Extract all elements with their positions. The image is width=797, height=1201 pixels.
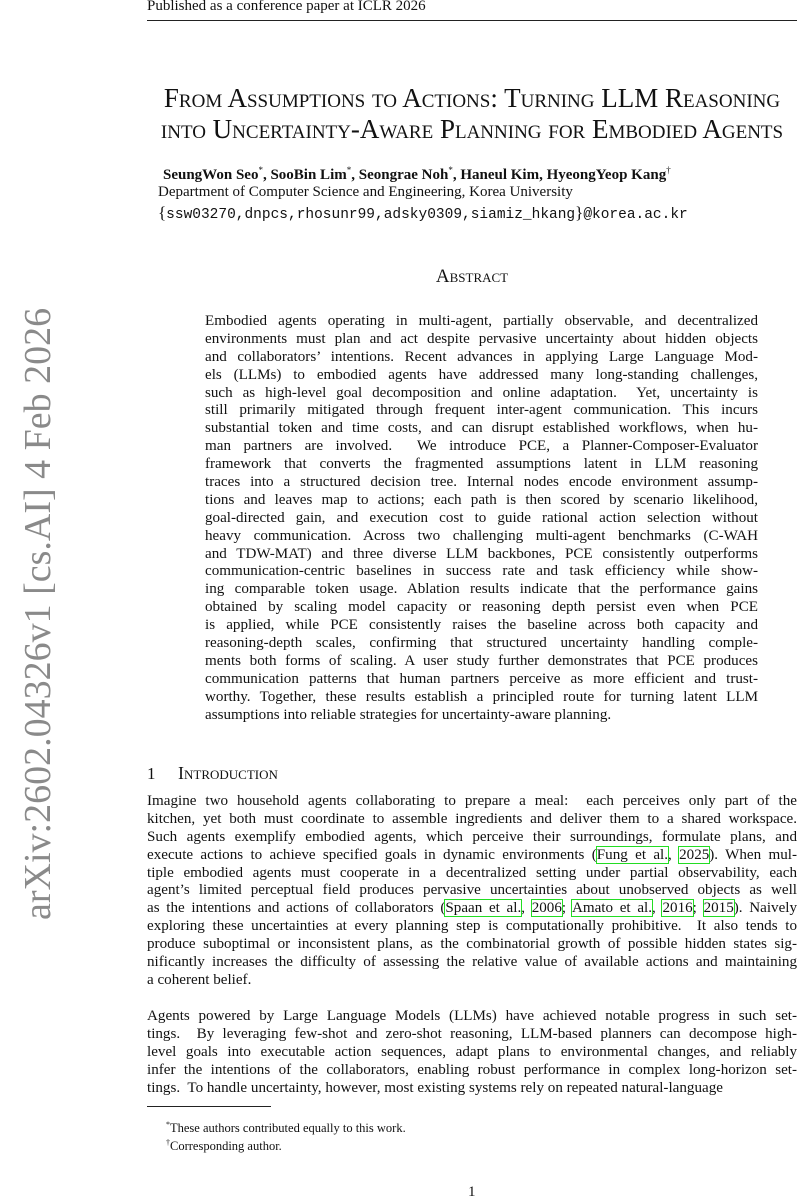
footnote-mark: †: [166, 1138, 170, 1147]
text-line: [205, 707, 758, 725]
author-footnote-mark: *: [258, 165, 263, 175]
text-line: [205, 546, 758, 564]
text-line: [205, 349, 758, 367]
author-separator: ,: [452, 167, 461, 183]
text-line: [205, 492, 758, 510]
text-segment: man partners are involved. We introduce PCE, a Planner-Composer-Evaluator: [205, 438, 758, 455]
text-segment: Such agents exemplify embodied agents, which perceive their surroundings, formulate plans, and: [147, 828, 797, 845]
text-segment: heavy communication. Across two challenging multi-agent benchmarks (C-WAH: [205, 527, 758, 544]
text-line: [205, 510, 758, 528]
affiliation: Department of Computer Science and Engineering, Korea University: [158, 184, 573, 200]
text-line: [205, 581, 758, 599]
author-footnote-mark: *: [448, 165, 453, 175]
paper-title-line-2: into Uncertainty-Aware Planning for Embodied Agents: [160, 114, 784, 144]
brace-close: }: [575, 203, 584, 222]
citation-link[interactable]: 2006: [531, 900, 562, 917]
text-line: [147, 811, 797, 829]
abstract-heading: Abstract: [435, 266, 509, 287]
text-line: [147, 1080, 797, 1098]
author-separator: ,: [539, 167, 547, 183]
text-line: [205, 420, 758, 438]
text-segment: substantial token and time costs, and can disrupt established workflows, when hu-: [205, 420, 758, 437]
text-line: [147, 829, 797, 847]
text-segment: ,: [652, 900, 663, 917]
text-segment: infer the intentions of the collaborators, enabling robust performance in complex long-horizon set-: [147, 1061, 797, 1078]
text-segment: produce suboptimal or inconsistent plans, as the combinatorial growth of possible hidden states sig-: [147, 936, 797, 953]
text-segment: communication patterns that human partners perceive as more efficient and trust-: [205, 670, 758, 687]
text-line: [205, 313, 758, 331]
author-name: Seongrae Noh: [358, 167, 449, 183]
text-segment: still primarily mitigated through frequent inter-agent communication. This incurs: [205, 402, 758, 419]
author-emails: [158, 203, 688, 223]
text-line: [147, 1008, 797, 1026]
text-line: [205, 653, 758, 671]
text-line: [205, 456, 758, 474]
text-segment: tiple embodied agents must cooperate in a decentralized setting under partial observability, each: [147, 864, 797, 881]
text-segment: ing comparable token usage. Ablation results indicate that the performance gains: [205, 581, 758, 598]
text-line: [147, 954, 797, 972]
text-segment: framework that converts the fragmented assumptions latent in LLM reasoning: [205, 456, 758, 473]
text-line: [147, 1044, 797, 1062]
text-line: [205, 563, 758, 581]
text-segment: nificantly increases the difficulty of assessing the relative value of available actions and maintaining: [147, 954, 797, 971]
text-segment: goal-directed gain, and execution cost to guide rational action selection without: [205, 509, 758, 526]
text-segment: tions and leaves map to actions; each path is then scored by scenario likelihood,: [205, 491, 758, 508]
text-segment: ,: [521, 900, 532, 917]
text-segment: assumptions into reliable strategies for uncertainty-aware planning.: [205, 706, 612, 723]
text-segment: and collaborators’ intentions. Recent advances in applying Large Language Mod-: [205, 348, 758, 365]
author-separator: ,: [262, 167, 271, 183]
text-segment: environments must plan and act despite pervasive uncertainty about hidden objects: [205, 330, 758, 347]
text-segment: and TDW-MAT) and three diverse LLM backbones, PCE consistently outperforms: [205, 545, 758, 562]
text-line: [205, 528, 758, 546]
text-line: [147, 793, 797, 811]
text-line: [147, 918, 797, 936]
section-heading-introduction: [147, 763, 278, 784]
text-line: [147, 972, 797, 990]
text-line: [205, 367, 758, 385]
text-segment: execute actions to achieve specified goals in dynamic environments (: [147, 846, 597, 863]
text-segment: ). When mul-: [709, 846, 797, 863]
section-title: Introduction: [178, 763, 278, 783]
citation-link[interactable]: 2025: [679, 846, 710, 863]
text-line: [205, 617, 758, 635]
brace-open: {: [158, 203, 167, 222]
text-line: [147, 1026, 797, 1044]
text-segment: ). Naively: [733, 900, 797, 917]
text-segment: ;: [561, 900, 572, 917]
author-separator: ,: [351, 167, 359, 183]
footnote-1: [166, 1120, 406, 1136]
text-segment: is applied, while PCE consistently raises the baseline across both capacity and: [205, 617, 758, 634]
author-name: SooBin Lim: [270, 167, 347, 183]
text-segment: ments both forms of scaling. A user study further demonstrates that PCE produces: [205, 652, 758, 669]
section-number: 1: [147, 764, 156, 783]
text-segment: kitchen, yet both must coordinate to assemble ingredients and deliver them to a shared workspace.: [147, 810, 797, 827]
text-segment: ,: [668, 846, 680, 863]
text-line: [205, 385, 758, 403]
text-segment: ;: [692, 900, 704, 917]
footnote-mark: *: [166, 1120, 170, 1129]
text-segment: tings. To handle uncertainty, however, most existing systems rely on repeated natural-language: [147, 1079, 723, 1096]
text-line: [205, 671, 758, 689]
footnote-2: [166, 1138, 282, 1154]
text-line: [205, 331, 758, 349]
text-line: [147, 900, 797, 918]
text-line: [205, 474, 758, 492]
text-segment: Embodied agents operating in multi-agent, partially observable, and decentralized: [205, 313, 758, 329]
text-segment: worthy. Together, these results establish a principled route for turning latent LLM: [205, 688, 758, 705]
text-line: [147, 936, 797, 954]
citation-link[interactable]: 2016: [662, 900, 693, 917]
text-line: [147, 1062, 797, 1080]
footnote-rule: [147, 1106, 271, 1107]
arxiv-identifier[interactable]: arXiv:2602.04326v1 [cs.AI] 4 Feb 2026: [17, 307, 59, 920]
text-line: [205, 599, 758, 617]
email-domain: @korea.ac.kr: [583, 207, 688, 223]
text-segment: level goals into executable action sequences, adapt plans to environmental changes, and reliably: [147, 1043, 797, 1060]
text-segment: exploring these uncertainties at every planning step is computationally prohibitive. It also tends to: [147, 918, 797, 935]
text-segment: traces into a structured decision tree. Internal nodes encode environment assump-: [205, 474, 758, 491]
text-line: [205, 635, 758, 653]
author-footnote-mark: †: [666, 165, 671, 175]
citation-link[interactable]: Amato et al.: [571, 900, 652, 917]
abstract-body: [205, 313, 758, 724]
page-number: 1: [468, 1184, 476, 1200]
text-segment: els (LLMs) to embodied agents have addressed many long-standing challenges,: [205, 366, 758, 383]
email-list: ssw03270,dnpcs,rhosunr99,adsky0309,siamiz_hkang: [166, 207, 576, 223]
author-name: SeungWon Seo: [163, 167, 259, 183]
text-segment: such as high-level goal decomposition and online adaptation. Yet, uncertainty is: [205, 384, 758, 401]
text-line: [147, 847, 797, 865]
header-rule: [147, 20, 797, 21]
text-segment: a coherent belief.: [147, 971, 252, 988]
text-segment: as the intentions and actions of collaborators (: [147, 900, 446, 917]
text-segment: tings. By leveraging few-shot and zero-shot reasoning, LLM-based planners can decompose high-: [147, 1025, 797, 1042]
text-segment: agent’s limited perceptual field produces pervasive uncertainties about unobserved objects as well: [147, 882, 797, 899]
text-segment: reasoning-depth scales, confirming that structured uncertainty handling comple-: [205, 635, 758, 652]
text-line: [147, 865, 797, 883]
text-segment: Agents powered by Large Language Models (LLMs) have achieved notable progress in such set-: [147, 1008, 797, 1024]
text-line: [205, 438, 758, 456]
footnote-text: Corresponding author.: [170, 1139, 282, 1154]
text-segment: Imagine two household agents collaborating to prepare a meal: each perceives only part of the: [147, 793, 797, 809]
citation-link[interactable]: Spaan et al.: [445, 900, 522, 917]
paper-title-line-1: From Assumptions to Actions: Turning LLM Reasoning: [163, 83, 781, 113]
author-name: HyeongYeop Kang: [546, 167, 667, 183]
author-footnote-mark: *: [346, 165, 352, 175]
intro-paragraph-1: [147, 793, 797, 990]
text-segment: communication-centric baselines in success rate and task efficiency while show-: [205, 563, 758, 580]
citation-link[interactable]: 2015: [703, 900, 734, 917]
text-line: [205, 689, 758, 707]
citation-link[interactable]: Fung et al.: [596, 846, 668, 863]
intro-paragraph-2: [147, 1008, 797, 1097]
running-header: Published as a conference paper at ICLR 2026: [147, 0, 426, 14]
footnote-text: These authors contributed equally to this work.: [170, 1121, 406, 1136]
text-line: [205, 402, 758, 420]
author-list: [163, 165, 671, 184]
author-name: Haneul Kim: [460, 167, 540, 183]
text-segment: obtained by scaling model capacity or reasoning depth persist even when PCE: [205, 599, 758, 616]
text-line: [147, 882, 797, 900]
